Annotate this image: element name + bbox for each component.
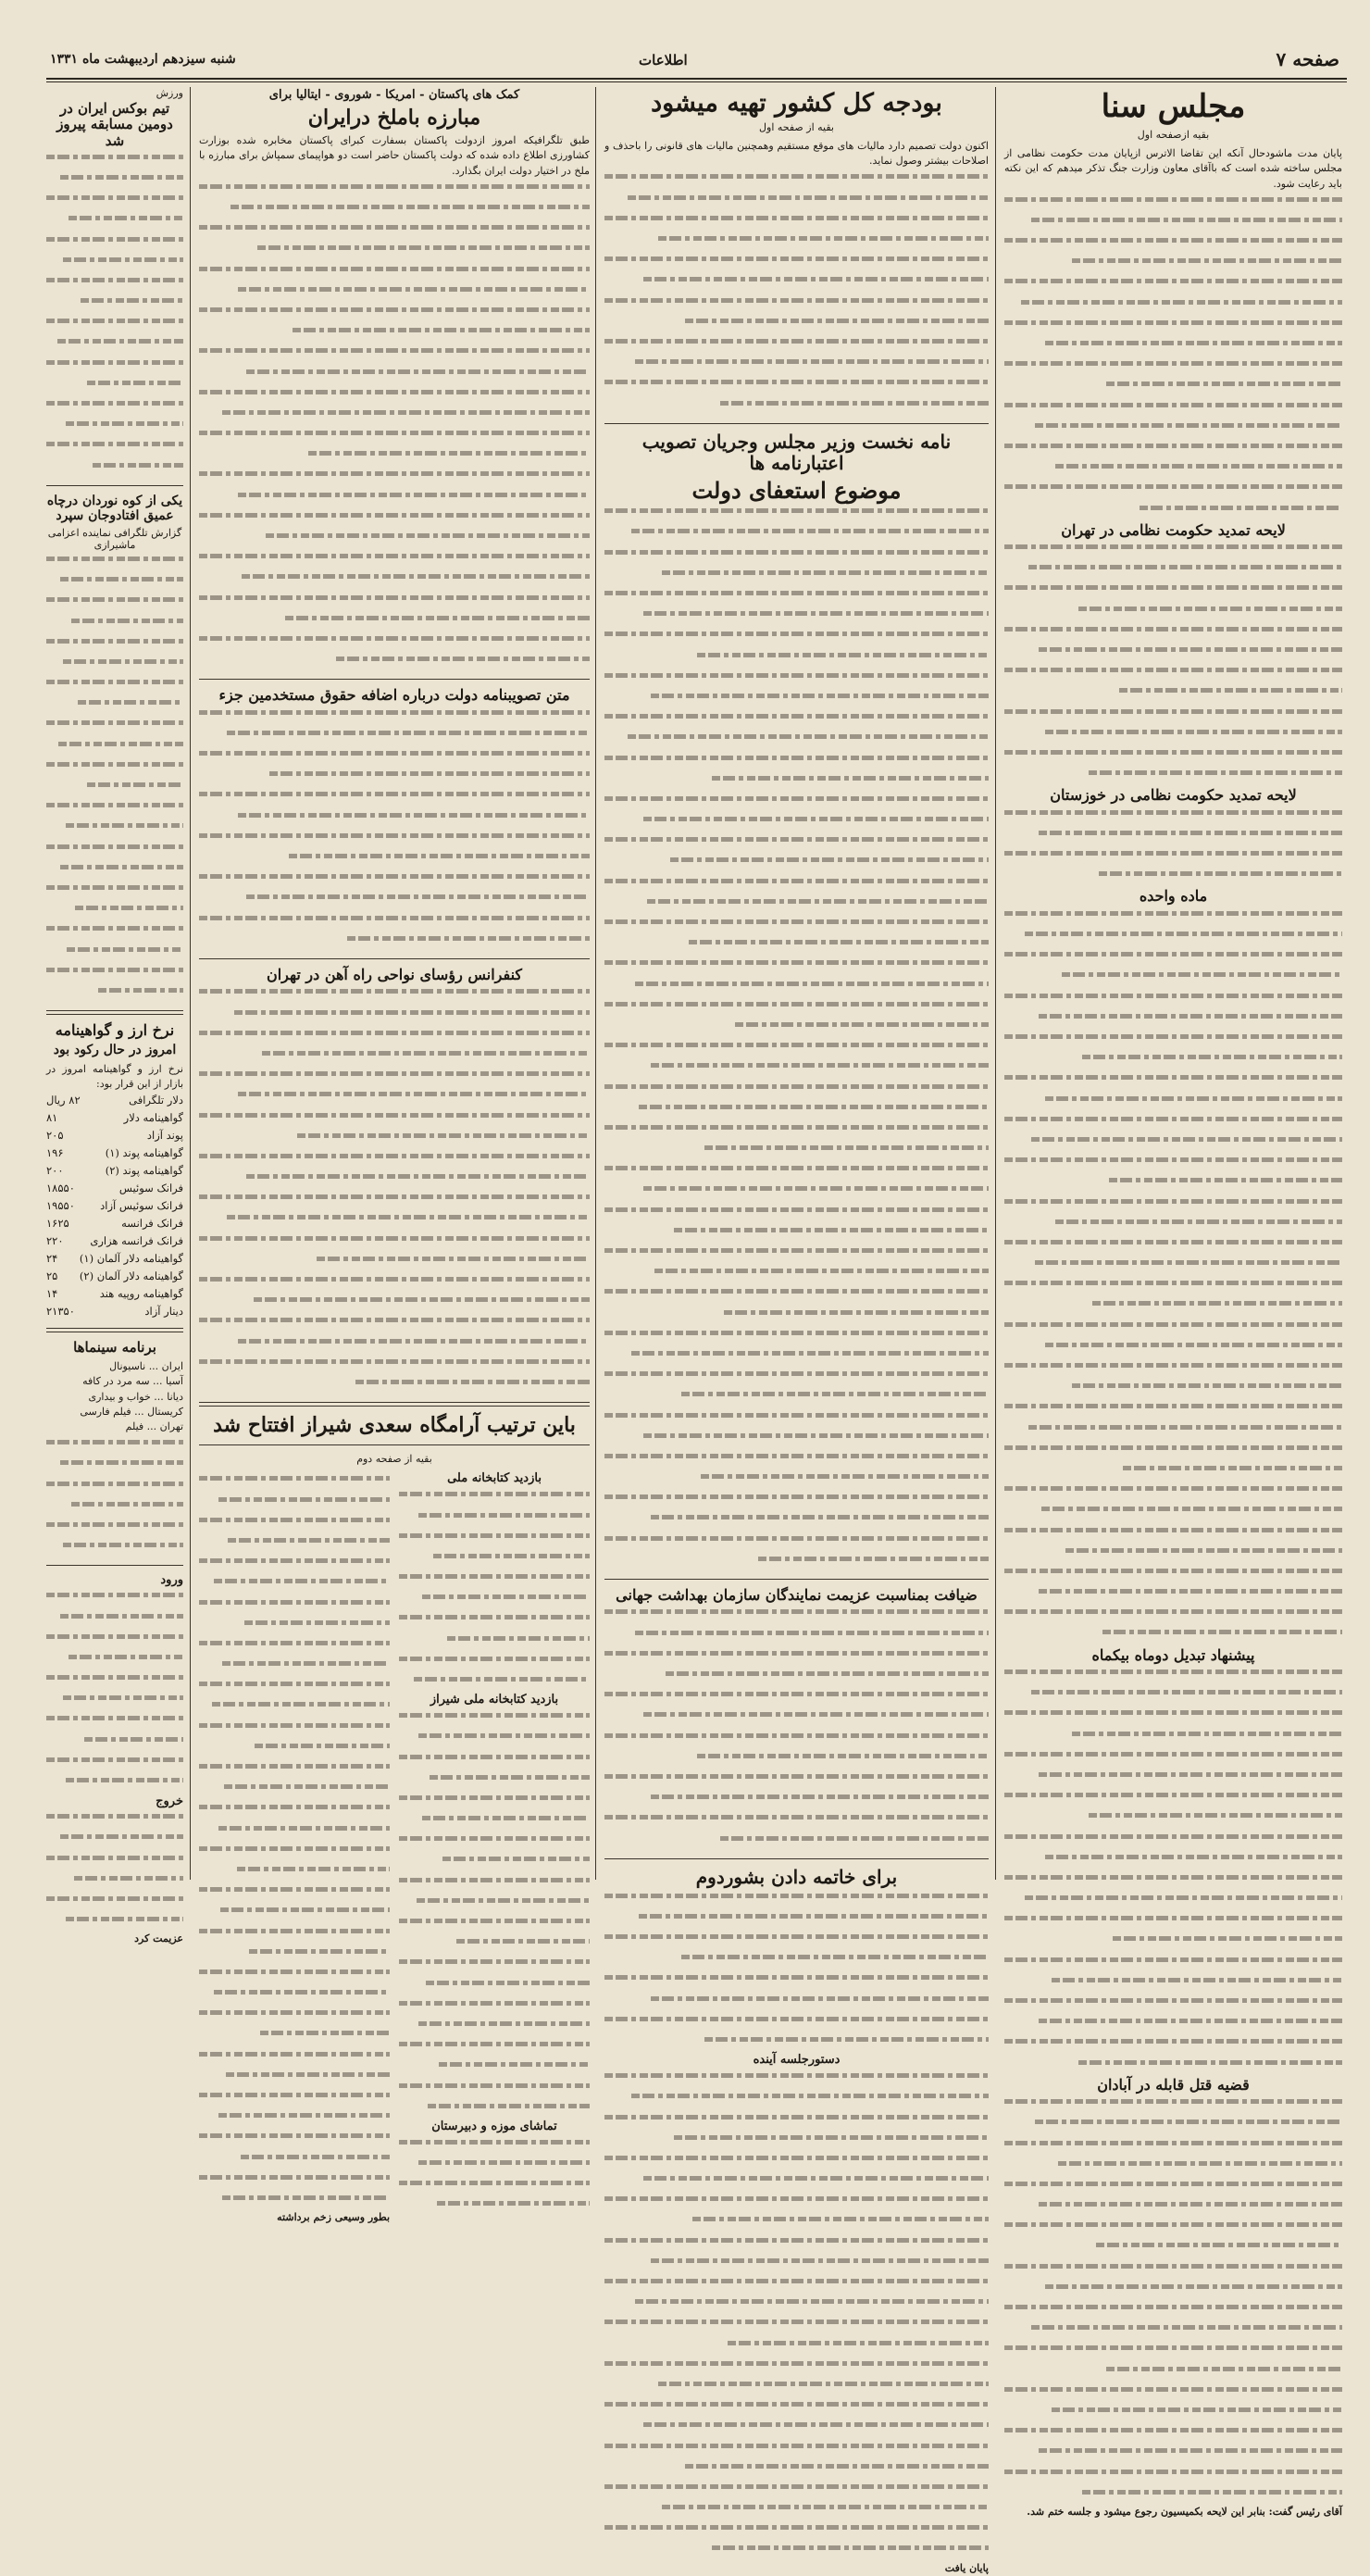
- climber-subhead: گزارش تلگرافی نماینده اعزامی ماشیرازی: [47, 526, 182, 551]
- rate-row: [46, 1127, 183, 1144]
- resignation-headline: موضوع استعفای دولت: [691, 476, 902, 504]
- national-library-subhead: بازدید کتابخانه ملی: [447, 1471, 542, 1486]
- rate-value: ۱۹۶: [46, 1145, 64, 1159]
- rate-label: پوند آزاد: [146, 1128, 183, 1142]
- section-abadan-midwife-case: قضیه قتل قابله در آبادان: [1097, 2075, 1250, 2094]
- section-divider: [199, 1444, 590, 1445]
- rate-label: گواهینامه روپیه هند: [99, 1286, 183, 1300]
- rate-row: [46, 1303, 183, 1320]
- section-divider: [46, 485, 183, 486]
- rate-row: [46, 1268, 183, 1285]
- rate-value: ۲۲۰: [46, 1233, 64, 1247]
- locust-kicker: کمک های پاکستان - امریکا - شوروی - ایتالیا برای: [268, 88, 520, 102]
- locust-headline: مبارزه باملخ درایران: [307, 105, 481, 130]
- rate-value: ۲۰۵: [46, 1128, 64, 1142]
- rate-value: ۲۰۰: [46, 1163, 64, 1177]
- cinema-item: تهران ... فیلم: [125, 1420, 183, 1433]
- rate-value: ۱۹۵۵۰: [46, 1198, 75, 1212]
- budget-intro: اکنون دولت تصمیم دارد مالیات های موقع مستقیم وهمچنین مالیات های قانونی را باحذف و اصلاحات بیشتر وصول نماید.: [604, 140, 989, 168]
- header-rule: [46, 78, 1347, 80]
- reception-headline: ضیافت بمناسبت عزیمت نمایندگان سازمان بهداشت جهانی: [616, 1586, 978, 1605]
- rate-value: ۸۲ ریال: [46, 1093, 81, 1107]
- cinema-body: [46, 1440, 183, 1557]
- pm-letter-body: [604, 508, 989, 1571]
- rate-label: گواهینامه دلار آلمان (۱): [79, 1251, 183, 1265]
- budget-closing: پایان یافت: [944, 2561, 989, 2574]
- rate-label: دینار آزاد: [144, 1304, 183, 1318]
- budget-column: [604, 87, 989, 2574]
- section-divider: [46, 1565, 183, 1566]
- rate-label: گواهینامه دلار آلمان (۲): [79, 1269, 183, 1282]
- section-divider: [199, 958, 590, 959]
- saadi-subcolumn-right: [399, 1470, 590, 2225]
- rate-row: [46, 1197, 183, 1215]
- shiraz-library-body: [399, 1713, 590, 2119]
- cinema-item: ایران ... ناسیونال: [109, 1360, 183, 1373]
- section-divider: [604, 1858, 989, 1859]
- climber-headline: یکی از کوه نوردان درچاه عمیق افتادوجان سپرد: [46, 493, 183, 523]
- senate-intro: پایان مدت ماشودحال آنکه این تقاضا الاترس ازپایان مدت حکومت نظامی از مجلس ساخته شده است که باآقای معاون وزارت جنگ تذکر میدهم که این نکته باید رعایت شود.: [1004, 147, 1342, 190]
- sports-label: ورزش: [156, 87, 183, 99]
- cinema-list: [46, 1359, 183, 1434]
- rate-row: [46, 1109, 183, 1127]
- saadi-subcolumn-left: [199, 1470, 390, 2225]
- section-one-month-proposal: پیشنهاد تبدیل دوماه بیکماه: [1091, 1645, 1255, 1664]
- column-divider: [995, 87, 996, 1880]
- header-rule-thin: [46, 81, 1347, 82]
- section-divider: [199, 1402, 590, 1407]
- locust-body: [199, 184, 590, 672]
- departures-label: خروج: [156, 1794, 183, 1809]
- senate-closing: آقای رئیس گفت: بنابر این لایحه بکمیسیون رجوع میشود و جلسه ختم شد.: [1027, 2505, 1342, 2518]
- section-divider: [46, 1010, 183, 1015]
- arrivals-body: [46, 1593, 183, 1793]
- rate-label: فرانک سوئیس: [118, 1181, 183, 1194]
- budget-headline: بودجه کل کشور تهیه میشود: [651, 89, 942, 118]
- senate-body-5: [1004, 1669, 1342, 2075]
- shiraz-library-subhead: بازدید کتابخانه ملی شیراز: [430, 1693, 559, 1707]
- rate-label: گواهینامه پوند (۱): [105, 1145, 183, 1159]
- budget-continued: بقیه از صفحه اول: [759, 121, 834, 134]
- section-khuzestan-martial-law: لایحه تمدید حکومت نظامی در خوزستان: [1050, 786, 1297, 805]
- section-single-article: ماده واحده: [1139, 887, 1208, 906]
- newspaper-page: [46, 37, 1347, 2574]
- next-agenda-subhead: دستورجلسه آینده: [753, 2053, 841, 2068]
- issue-date: شنبه سیزدهم اردیبهشت ماه ۱۳۳۱: [50, 52, 236, 67]
- section-tehran-martial-law: لایحه تمدید حکومت نظامی در تهران: [1061, 520, 1286, 539]
- boxing-headline: تیم بوکس ایران در دومین مسابقه پیروز شد: [56, 100, 173, 149]
- rate-label: فرانک سوئیس آزاد: [100, 1198, 183, 1212]
- museum-visit-subhead: تماشای موزه و دبیرستان: [431, 2119, 557, 2133]
- saadi-subcolumns: [199, 1470, 590, 2225]
- saadi-body: [199, 1476, 390, 2210]
- locust-intro: طبق تلگرافیکه امروز ازدولت پاکستان بسفارت کبرای پاکستان مخابره شده بوزارت کشاورزی اطلاع داده شده که دولت پاکستان حاضر است دو هواپیمای سمپاش برای مبارزه با ملخ در اختیار دولت ایران بگذارد.: [199, 134, 590, 177]
- rate-row: [46, 1285, 183, 1303]
- sports-column: [46, 87, 183, 1945]
- arrivals-label: ورود: [160, 1573, 183, 1588]
- senate-body-6: [1004, 2099, 1342, 2505]
- section-divider: [604, 1579, 989, 1580]
- cinema-item: آسیا ... سه مرد در کافه: [82, 1375, 183, 1388]
- museum-visit-body: [399, 2140, 590, 2217]
- rate-row: [46, 1232, 183, 1250]
- rates-table: [46, 1092, 183, 1320]
- departures-body: [46, 1814, 183, 1932]
- rate-row: [46, 1144, 183, 1162]
- rate-row: [46, 1180, 183, 1197]
- rate-value: ۱۸۵۵۰: [46, 1181, 75, 1194]
- rate-value: ۱۶۲۵: [46, 1216, 69, 1230]
- section-divider: [199, 679, 590, 680]
- cinema-item: دیانا ... خواب و بیداری: [88, 1390, 183, 1403]
- rate-row: [46, 1250, 183, 1268]
- next-agenda-body: [604, 2073, 989, 2561]
- boxing-body: [46, 155, 183, 478]
- rates-intro: نرخ ارز و گواهینامه امروز در بازار از این قرار بود:: [46, 1062, 183, 1090]
- rate-label: گواهینامه دلار: [123, 1110, 183, 1124]
- section-divider: [46, 1328, 183, 1332]
- national-library-body: [399, 1492, 590, 1692]
- rate-label: دلار تلگرافی: [129, 1093, 183, 1107]
- saadi-headline: باین ترتیب آرامگاه سعدی شیراز افتتاح شد: [213, 1413, 576, 1438]
- railway-conference-body: [199, 989, 590, 1394]
- pm-letter-headline: نامه نخست وزیر مجلس وجریان تصویب اعتبارنامه ها: [641, 430, 952, 474]
- senate-continued: بقیه ازصفحه اول: [1137, 129, 1210, 142]
- railway-conference-headline: کنفرانس رؤسای نواحی راه آهن در تهران: [266, 965, 523, 983]
- cinema-headline: برنامه سینماها: [73, 1338, 156, 1356]
- saadi-closing: بطور وسیعی زخم برداشته: [277, 2211, 390, 2224]
- section-divider: [604, 423, 989, 424]
- page-number: صفحه ۷: [1276, 48, 1339, 70]
- rates-headline: نرخ ارز و گواهینامه: [55, 1021, 175, 1040]
- cinema-item: کریستال ... فیلم فارسی: [80, 1405, 183, 1418]
- second-shura-body: [604, 1894, 989, 2053]
- rate-value: ۲۴: [46, 1251, 58, 1265]
- rate-value: ۲۱۳۵۰: [46, 1304, 75, 1318]
- column-divider: [190, 87, 191, 1880]
- rate-value: ۸۱: [46, 1110, 58, 1124]
- page-header: [46, 37, 1347, 80]
- second-shura-headline: برای خاتمه دادن بشوردوم: [695, 1865, 898, 1888]
- rate-label: گواهینامه پوند (۲): [105, 1163, 183, 1177]
- rate-value: ۱۴: [46, 1286, 58, 1300]
- senate-column: [1004, 87, 1342, 2518]
- senate-headline: مجلس سنا: [1101, 88, 1246, 125]
- rate-row: [46, 1092, 183, 1109]
- locust-column: [199, 87, 590, 2224]
- column-divider: [595, 87, 596, 1880]
- salary-decree-headline: متن تصویبنامه دولت درباره اضافه حقوق مستخدمین جزء: [218, 686, 570, 705]
- saadi-continued: بقیه از صفحه دوم: [356, 1453, 432, 1466]
- rate-label: فرانک فرانسه هزاری: [90, 1233, 183, 1247]
- rate-row: [46, 1162, 183, 1180]
- senate-body-1: [1004, 197, 1342, 520]
- salary-decree-body: [199, 710, 590, 951]
- rate-row: [46, 1215, 183, 1232]
- newspaper-name: اطلاعات: [639, 52, 688, 69]
- climber-body: [46, 556, 183, 1003]
- sports-closing: عزیمت کرد: [134, 1932, 183, 1945]
- rate-label: فرانک فرانسه: [121, 1216, 183, 1230]
- rates-subhead: امروز در حال رکود بود: [53, 1043, 177, 1058]
- senate-body-4: [1004, 911, 1342, 1645]
- budget-body-1: [604, 174, 989, 415]
- rate-value: ۲۵: [46, 1269, 58, 1282]
- senate-body-2: [1004, 544, 1342, 785]
- senate-body-3: [1004, 810, 1342, 887]
- reception-body: [604, 1609, 989, 1850]
